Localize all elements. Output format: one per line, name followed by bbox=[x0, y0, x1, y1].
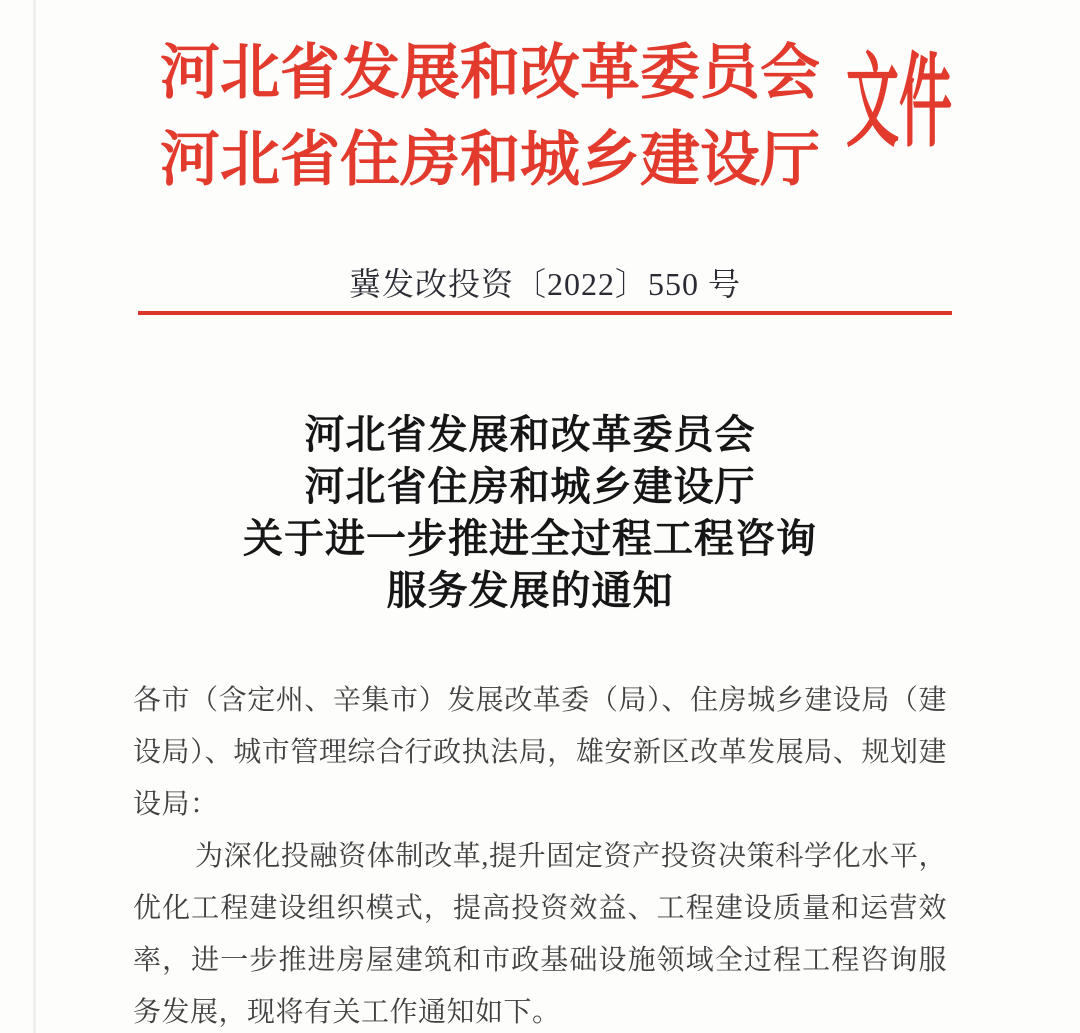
title-line-2: 河北省住房和城乡建设厅 bbox=[304, 464, 756, 509]
title-line-1: 河北省发展和改革委员会 bbox=[304, 412, 756, 457]
red-divider-rule bbox=[138, 311, 952, 315]
body-paragraph-line-4: 务发展，现将有关工作通知如下。 bbox=[133, 997, 561, 1028]
addressee-line-1: 各市（含定州、辛集市）发展改革委（局）、住房城乡建设局（建 bbox=[133, 685, 947, 716]
letterhead-org-line-2: 河北省住房和城乡建设厅 bbox=[160, 127, 820, 193]
letterhead-doc-type-label: 文件 bbox=[846, 47, 953, 160]
title-line-3: 关于进一步推进全过程工程咨询 bbox=[243, 516, 817, 561]
body-paragraph-line-2: 优化工程建设组织模式，提高投资效益、工程建设质量和运营效 bbox=[133, 893, 947, 924]
letterhead bbox=[160, 30, 820, 204]
title-line-4: 服务发展的通知 bbox=[386, 568, 674, 613]
addressee-line-3: 设局： bbox=[133, 789, 219, 820]
letterhead-org-line-1: 河北省发展和改革委员会 bbox=[160, 40, 820, 106]
document-number: 冀发改投资〔2022〕550 号 bbox=[348, 266, 741, 302]
document-title bbox=[0, 409, 1060, 617]
body-paragraph-line-1: 为深化投融资体制改革,提升固定资产投资决策科学化水平， bbox=[195, 841, 947, 872]
document-body bbox=[133, 675, 947, 1033]
body-paragraph-line-3: 率，进一步推进房屋建筑和市政基础设施领域全过程工程咨询服 bbox=[133, 945, 947, 976]
addressee-line-2: 设局）、城市管理综合行政执法局，雄安新区改革发展局、规划建 bbox=[133, 737, 947, 768]
